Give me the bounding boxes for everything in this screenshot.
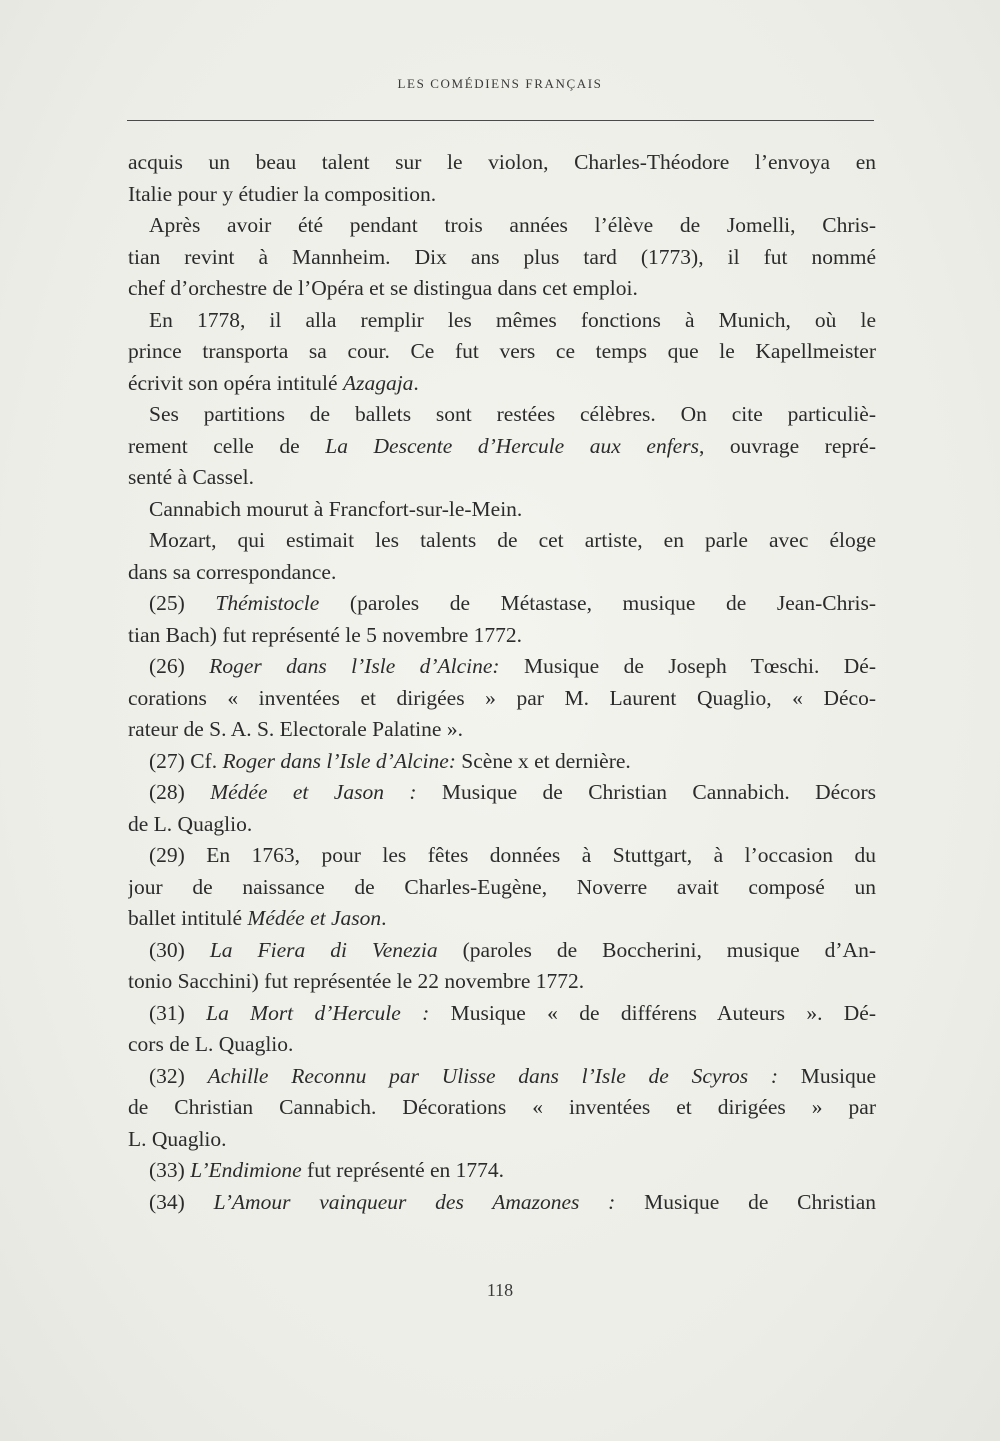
- text-line: (25) Thémistocle (paroles de Métastase, musique de Jean-Chris-: [149, 591, 876, 615]
- header-rule: [127, 120, 874, 121]
- page-number: 118: [486, 1280, 514, 1300]
- text-line: de L. Quaglio.: [128, 811, 253, 836]
- text-line: (31) La Mort d’Hercule : Musique « de différens Auteurs ». Dé-: [149, 1000, 876, 1025]
- text-line: (29) En 1763, pour les fêtes données à Stuttgart, à l’occasion du: [149, 843, 876, 867]
- text-line: chef d’orchestre de l’Opéra et se distingua dans cet emploi.: [128, 276, 638, 300]
- text-line: jour de naissance de Charles-Eugène, Noverre avait composé un: [128, 874, 876, 899]
- text-line: tian Bach) fut représenté le 5 novembre 1772.: [128, 622, 523, 647]
- text-line: Ses partitions de ballets sont restées célèbres. On cite particuliè-: [149, 402, 876, 426]
- running-head: LES COMÉDIENS FRANÇAIS: [397, 76, 603, 91]
- text-line: Cannabich mourut à Francfort-sur-le-Mein.: [149, 496, 523, 521]
- text-line: acquis un beau talent sur le violon, Charles-Théodore l’envoya en: [128, 150, 876, 174]
- text-line: (33) L’Endimione fut représenté en 1774.: [149, 1158, 505, 1182]
- text-line: de Christian Cannabich. Décorations « inventées et dirigées » par: [128, 1095, 876, 1119]
- text-line: (26) Roger dans l’Isle d’Alcine: Musique de Joseph Tœschi. Dé-: [149, 654, 876, 678]
- text-line: ballet intitulé Médée et Jason.: [128, 906, 387, 930]
- text-line: L. Quaglio.: [128, 1126, 227, 1151]
- text-line: cors de L. Quaglio.: [128, 1032, 294, 1056]
- text-line: (27) Cf. Roger dans l’Isle d’Alcine: Scène x et dernière.: [149, 748, 631, 773]
- text-line: corations « inventées et dirigées » par M. Laurent Quaglio, « Déco-: [128, 685, 876, 710]
- text-line: prince transporta sa cour. Ce fut vers ce temps que le Kapellmeister: [128, 339, 876, 363]
- text-line: tian revint à Mannheim. Dix ans plus tard (1773), il fut nommé: [128, 244, 876, 269]
- text-line: rement celle de La Descente d’Hercule aux enfers, ouvrage repré-: [128, 433, 876, 458]
- text-line: rateur de S. A. S. Electorale Palatine ».: [128, 717, 463, 741]
- text-line: dans sa correspondance.: [128, 559, 337, 584]
- text-line: En 1778, il alla remplir les mêmes fonctions à Munich, où le: [149, 307, 876, 332]
- text-line: Après avoir été pendant trois années l’élève de Jomelli, Chris-: [149, 213, 876, 237]
- text-line: (30) La Fiera di Venezia (paroles de Boccherini, musique d’An-: [149, 937, 876, 962]
- text-line: Mozart, qui estimait les talents de cet artiste, en parle avec éloge: [149, 528, 876, 552]
- text-line: tonio Sacchini) fut représentée le 22 novembre 1772.: [128, 969, 585, 993]
- text-line: (28) Médée et Jason : Musique de Christian Cannabich. Décors: [149, 780, 876, 804]
- body-text: [128, 147, 876, 1218]
- text-line: (34) L’Amour vainqueur des Amazones : Musique de Christian: [149, 1189, 876, 1214]
- text-line: (32) Achille Reconnu par Ulisse dans l’Isle de Scyros : Musique: [149, 1063, 876, 1088]
- text-line: Italie pour y étudier la composition.: [128, 181, 437, 206]
- text-line: senté à Cassel.: [128, 465, 254, 489]
- text-line: écrivit son opéra intitulé Azagaja.: [128, 370, 419, 395]
